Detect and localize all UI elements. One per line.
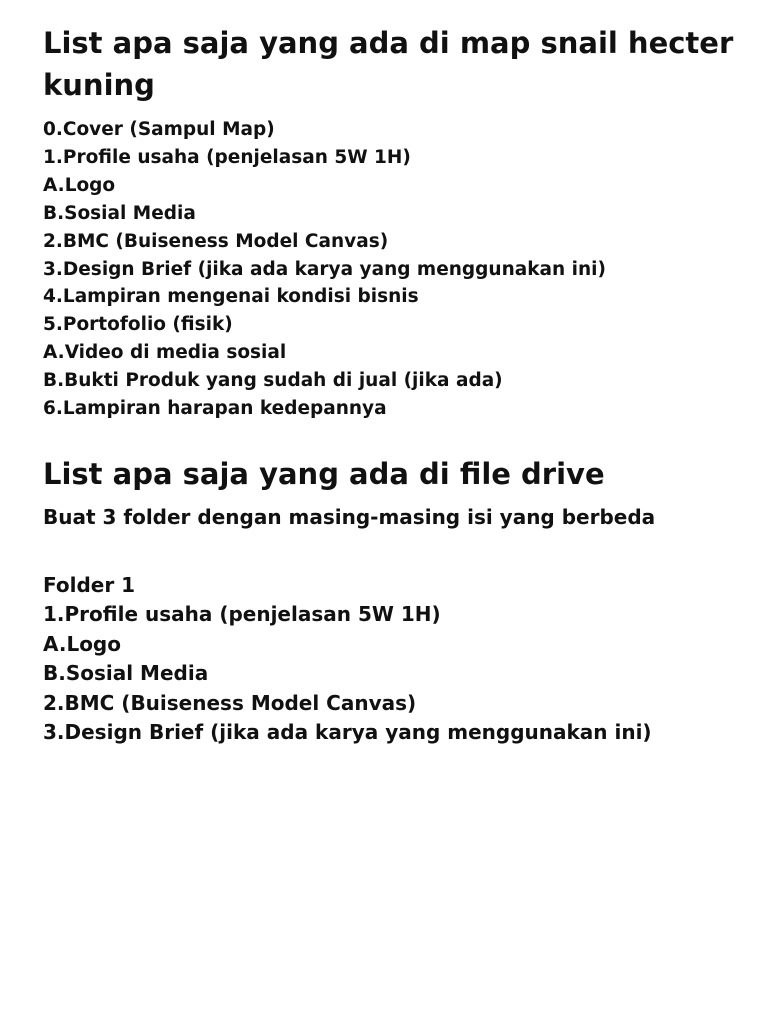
list-item: A.Logo (43, 631, 121, 656)
list-item: 2.BMC (Buiseness Model Canvas) (43, 690, 417, 715)
list-item: 4.Lampiran mengenai kondisi bisnis (43, 286, 419, 308)
list-item: 6.Lampiran harapan kedepannya (43, 398, 387, 420)
list-item: 1.Profile usaha (penjelasan 5W 1H) (43, 146, 411, 168)
map-checklist (43, 116, 743, 423)
list-item: A.Video di media sosial (43, 342, 287, 364)
list-item: 3.Design Brief (jika ada karya yang menggunakan ini) (43, 258, 606, 280)
drive-section-subtitle: Buat 3 folder dengan masing-masing isi yang berbeda (43, 504, 656, 529)
list-item: 1.Profile usaha (penjelasan 5W 1H) (43, 602, 441, 627)
folder-title: Folder 1 (43, 572, 136, 597)
map-section-title: List apa saja yang ada di map snail hecter kuning (43, 26, 734, 102)
list-item: B.Sosial Media (43, 661, 209, 686)
list-item: 2.BMC (Buiseness Model Canvas) (43, 230, 389, 252)
list-item: B.Bukti Produk yang sudah di jual (jika ada) (43, 370, 503, 392)
drive-section-title: List apa saja yang ada di file drive (43, 456, 605, 491)
document-page (43, 22, 743, 748)
list-item: B.Sosial Media (43, 202, 196, 224)
folder-checklist (43, 600, 743, 748)
list-item: 0.Cover (Sampul Map) (43, 119, 275, 140)
list-item: A.Logo (43, 174, 116, 196)
list-item: 5.Portofolio (fisik) (43, 314, 233, 336)
list-item: 3.Design Brief (jika ada karya yang menggunakan ini) (43, 720, 652, 745)
